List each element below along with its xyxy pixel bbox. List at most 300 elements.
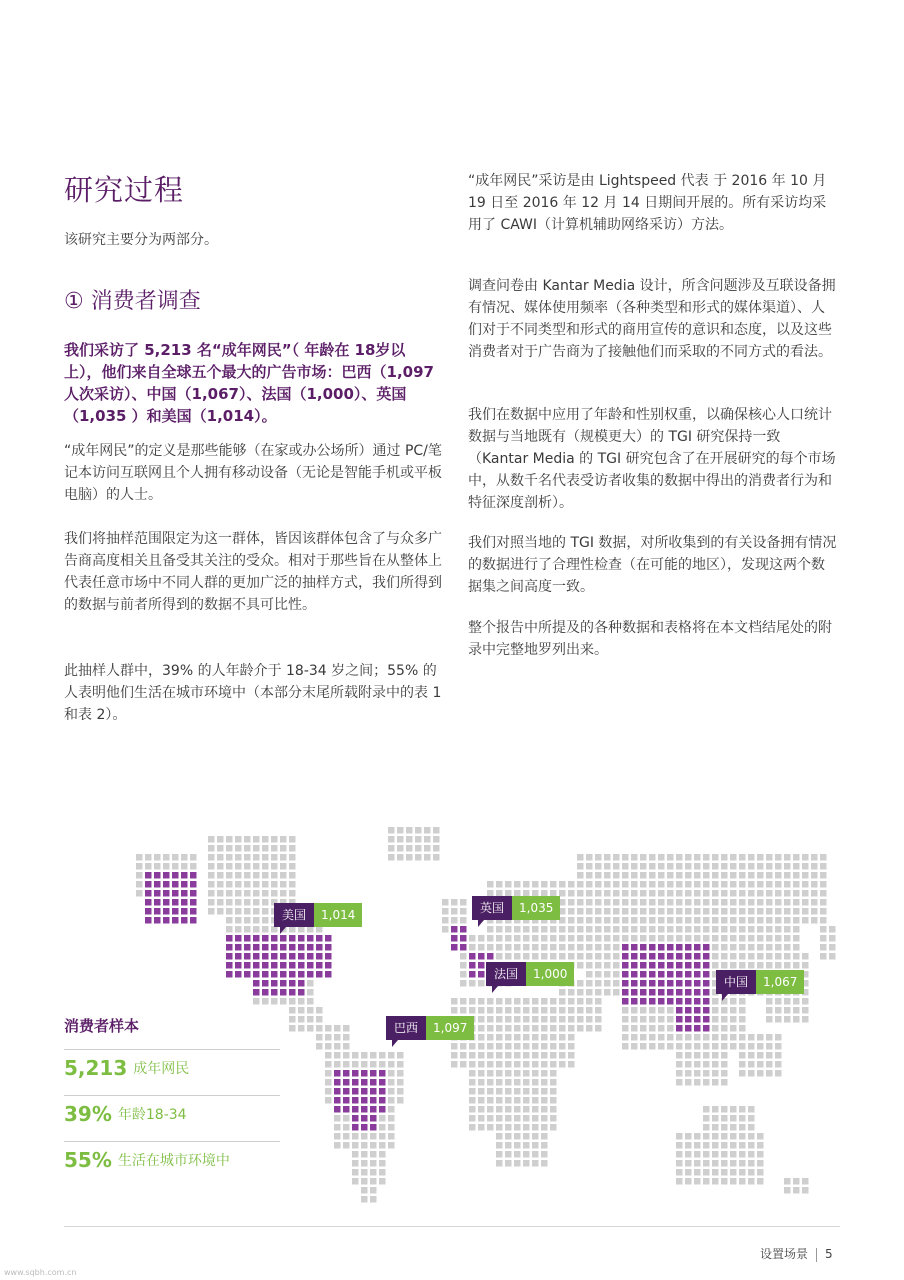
map-dot (730, 944, 737, 951)
map-dot-highlight (694, 971, 701, 978)
map-dot (793, 962, 800, 969)
map-dot (523, 935, 530, 942)
map-dot (235, 872, 242, 879)
map-dot (523, 1016, 530, 1023)
map-dot (667, 926, 674, 933)
map-dot (514, 944, 521, 951)
map-dot (343, 1052, 350, 1059)
map-dot (604, 971, 611, 978)
map-dot-highlight (352, 1124, 359, 1131)
map-dot-highlight (289, 989, 296, 996)
map-tag-value: 1,000 (526, 962, 574, 986)
map-dot (703, 1151, 710, 1158)
map-dot (802, 872, 809, 879)
map-dot (280, 845, 287, 852)
map-dot (469, 944, 476, 951)
map-dot (712, 1178, 719, 1185)
map-dot (163, 854, 170, 861)
map-dot-highlight (361, 1097, 368, 1104)
map-dot-highlight (145, 899, 152, 906)
map-dot (676, 854, 683, 861)
map-dot (595, 953, 602, 960)
map-dot (748, 1034, 755, 1041)
map-dot (730, 890, 737, 897)
map-dot (820, 863, 827, 870)
map-dot (379, 1115, 386, 1122)
map-dot (217, 899, 224, 906)
map-dot (496, 1124, 503, 1131)
map-dot (505, 1151, 512, 1158)
map-dot (649, 935, 656, 942)
map-dot (712, 854, 719, 861)
map-tag-value: 1,097 (426, 1016, 474, 1040)
map-dot (289, 1007, 296, 1014)
map-dot (739, 1151, 746, 1158)
map-dot (730, 1151, 737, 1158)
map-dot (514, 1070, 521, 1077)
map-dot (595, 989, 602, 996)
map-dot (523, 1097, 530, 1104)
map-dot (388, 1142, 395, 1149)
stat-label: 生活在城市环境中 (117, 1153, 230, 1169)
map-dot (820, 908, 827, 915)
map-dot (802, 1178, 809, 1185)
map-dot (370, 1178, 377, 1185)
map-dot (289, 854, 296, 861)
map-dot (217, 890, 224, 897)
map-dot (451, 1061, 458, 1068)
map-dot (523, 926, 530, 933)
map-dot (586, 899, 593, 906)
map-dot (712, 953, 719, 960)
map-dot (145, 854, 152, 861)
map-dot (433, 827, 440, 834)
map-dot-highlight (226, 953, 233, 960)
map-dot (487, 1007, 494, 1014)
map-dot-highlight (226, 944, 233, 951)
map-dot-highlight (658, 944, 665, 951)
map-dot (784, 1007, 791, 1014)
map-dot (721, 1169, 728, 1176)
map-dot (487, 1016, 494, 1023)
map-dot (379, 1124, 386, 1131)
map-dot (136, 854, 143, 861)
map-dot (523, 953, 530, 960)
map-dot-highlight (190, 890, 197, 897)
map-dot (586, 872, 593, 879)
map-dot (694, 1061, 701, 1068)
map-dot (487, 1088, 494, 1095)
map-dot (577, 863, 584, 870)
map-dot (451, 917, 458, 924)
map-dot (730, 998, 737, 1005)
map-dot (532, 1124, 539, 1131)
map-dot-highlight (676, 944, 683, 951)
map-dot-highlight (676, 980, 683, 987)
map-dot (424, 827, 431, 834)
map-dot (541, 1106, 548, 1113)
map-dot (712, 1151, 719, 1158)
map-dot (559, 1016, 566, 1023)
map-dot (586, 944, 593, 951)
map-dot (613, 899, 620, 906)
map-dot (667, 1025, 674, 1032)
map-dot (802, 881, 809, 888)
map-dot (532, 1079, 539, 1086)
map-dot (532, 1016, 539, 1023)
map-dot-highlight (235, 971, 242, 978)
map-dot (559, 989, 566, 996)
map-dot (172, 854, 179, 861)
map-dot (640, 908, 647, 915)
map-dot (721, 854, 728, 861)
map-dot (730, 899, 737, 906)
map-dot (541, 1070, 548, 1077)
map-dot (757, 1061, 764, 1068)
map-dot (523, 881, 530, 888)
map-dot (712, 998, 719, 1005)
map-dot (757, 899, 764, 906)
map-dot (397, 1079, 404, 1086)
map-dot (343, 1061, 350, 1068)
map-dot (361, 1196, 368, 1203)
map-dot (802, 998, 809, 1005)
map-dot-highlight (271, 953, 278, 960)
map-dot (226, 899, 233, 906)
map-dot (244, 836, 251, 843)
map-dot (658, 1007, 665, 1014)
map-dot (766, 1043, 773, 1050)
map-dot-highlight (181, 899, 188, 906)
map-dot (568, 917, 575, 924)
map-dot (802, 908, 809, 915)
map-dot (649, 1007, 656, 1014)
map-dot (748, 953, 755, 960)
map-dot (775, 1052, 782, 1059)
map-dot (640, 872, 647, 879)
map-dot (406, 845, 413, 852)
map-dot (649, 890, 656, 897)
map-dot (721, 1070, 728, 1077)
stat-row-age (64, 1095, 280, 1132)
map-dot (577, 1007, 584, 1014)
map-dot-highlight (631, 953, 638, 960)
map-dot (613, 926, 620, 933)
map-dot (505, 935, 512, 942)
map-dot-highlight (649, 980, 656, 987)
map-dot (604, 863, 611, 870)
map-dot (550, 953, 557, 960)
map-dot (775, 1007, 782, 1014)
map-dot (703, 899, 710, 906)
map-dot-highlight (172, 881, 179, 888)
map-dot-highlight (172, 899, 179, 906)
map-dot (505, 1133, 512, 1140)
map-dot-highlight (226, 962, 233, 969)
map-dot (802, 854, 809, 861)
map-dot-highlight (667, 971, 674, 978)
map-dot (541, 1160, 548, 1167)
map-dot (739, 872, 746, 879)
map-dot (478, 1052, 485, 1059)
page-title: 研究过程 (64, 173, 185, 207)
map-dot (739, 908, 746, 915)
map-dot (361, 1160, 368, 1167)
map-dot (802, 1187, 809, 1194)
map-dot (676, 863, 683, 870)
map-dot (478, 1034, 485, 1041)
map-dot (289, 1016, 296, 1023)
map-dot (712, 926, 719, 933)
map-dot (352, 1160, 359, 1167)
map-dot (748, 1106, 755, 1113)
map-dot-highlight (190, 881, 197, 888)
map-dot (190, 854, 197, 861)
map-dot (235, 890, 242, 897)
map-dot (568, 1061, 575, 1068)
map-dot (685, 872, 692, 879)
map-dot (343, 1034, 350, 1041)
map-dot (667, 1007, 674, 1014)
map-dot-highlight (253, 944, 260, 951)
questionnaire-paragraph: 调查问卷由 Kantar Media 设计，所含问题涉及互联设备拥有情况、媒体使用频率（各种类型和形式的媒体渠道）、人们对于不同类型和形式的商用宣传的意识和态度，以及这些消费者对于广告商为了接触他们而采取的不同方式的看法。 (468, 278, 836, 360)
map-dot (505, 1070, 512, 1077)
map-dot (226, 917, 233, 924)
map-dot (253, 881, 260, 888)
map-dot-highlight (163, 890, 170, 897)
map-dot (703, 926, 710, 933)
map-dot (685, 863, 692, 870)
map-dot (442, 926, 449, 933)
map-dot (523, 1160, 530, 1167)
map-dot (640, 890, 647, 897)
map-dot (253, 836, 260, 843)
map-dot (757, 962, 764, 969)
map-dot (595, 908, 602, 915)
map-dot (235, 836, 242, 843)
map-dot (775, 899, 782, 906)
map-dot (631, 1007, 638, 1014)
map-dot (577, 1016, 584, 1023)
map-dot (271, 998, 278, 1005)
map-dot-highlight (676, 1007, 683, 1014)
map-dot (523, 1151, 530, 1158)
map-dot (586, 962, 593, 969)
map-dot (784, 1178, 791, 1185)
map-dot (568, 1052, 575, 1059)
map-dot-highlight (262, 980, 269, 987)
map-dot (676, 1070, 683, 1077)
map-dot (793, 1016, 800, 1023)
map-dot (676, 1169, 683, 1176)
map-dot (775, 1070, 782, 1077)
map-dot-highlight (334, 1079, 341, 1086)
map-dot-highlight (181, 881, 188, 888)
map-dot (775, 908, 782, 915)
map-dot (541, 1124, 548, 1131)
map-dot-highlight (361, 1088, 368, 1095)
map-dot (721, 1124, 728, 1131)
map-dot (325, 1070, 332, 1077)
map-dot (784, 917, 791, 924)
map-dot (523, 1079, 530, 1086)
map-dot (298, 1016, 305, 1023)
map-dot (577, 953, 584, 960)
map-dot (460, 1052, 467, 1059)
map-dot (235, 908, 242, 915)
map-dot (640, 881, 647, 888)
section-title: ① 消费者调查 (64, 289, 201, 314)
map-tag-usa (274, 903, 362, 927)
map-dot (235, 854, 242, 861)
map-dot-highlight (370, 1106, 377, 1113)
map-dot (784, 926, 791, 933)
map-dot (577, 989, 584, 996)
map-dot-highlight (478, 953, 485, 960)
map-dot (685, 908, 692, 915)
map-dot-highlight (262, 971, 269, 978)
map-dot (226, 908, 233, 915)
map-dot-highlight (235, 953, 242, 960)
map-dot (775, 935, 782, 942)
map-dot (244, 890, 251, 897)
map-dot (712, 899, 719, 906)
map-dot (226, 926, 233, 933)
map-dot (685, 899, 692, 906)
map-dot (658, 881, 665, 888)
map-dot (739, 917, 746, 924)
map-dot (487, 1070, 494, 1077)
map-dot (505, 1088, 512, 1095)
map-dot (253, 917, 260, 924)
map-dot (721, 1043, 728, 1050)
map-dot (541, 1151, 548, 1158)
map-dot-highlight (658, 962, 665, 969)
map-dot (631, 881, 638, 888)
map-dot (694, 1079, 701, 1086)
map-dot-highlight (289, 935, 296, 942)
map-dot-highlight (244, 962, 251, 969)
map-dot (397, 1088, 404, 1095)
map-dot (496, 926, 503, 933)
map-dot (523, 998, 530, 1005)
map-dot (667, 1034, 674, 1041)
map-dot-highlight (631, 944, 638, 951)
map-dot (685, 1043, 692, 1050)
map-dot (703, 1106, 710, 1113)
map-dot (136, 890, 143, 897)
map-dot (541, 1007, 548, 1014)
map-dot (739, 863, 746, 870)
map-dot (739, 899, 746, 906)
map-dot (613, 890, 620, 897)
map-dot (460, 1007, 467, 1014)
map-dot (271, 836, 278, 843)
map-dot (235, 845, 242, 852)
map-dot (415, 854, 422, 861)
map-dot (586, 1025, 593, 1032)
map-dot (694, 881, 701, 888)
map-dot-highlight (154, 908, 161, 915)
map-dot (685, 881, 692, 888)
map-dot (379, 1178, 386, 1185)
map-dot-highlight (379, 1070, 386, 1077)
map-dot (622, 872, 629, 879)
map-dot-highlight (631, 998, 638, 1005)
map-dot (361, 1169, 368, 1176)
map-dot (694, 1034, 701, 1041)
map-dot (676, 1079, 683, 1086)
map-dot (541, 1079, 548, 1086)
map-dot (676, 1151, 683, 1158)
map-dot (514, 1061, 521, 1068)
map-dot (712, 962, 719, 969)
map-dot (622, 1043, 629, 1050)
map-dot (676, 908, 683, 915)
map-dot (703, 1079, 710, 1086)
map-dot-highlight (640, 944, 647, 951)
map-dot (649, 854, 656, 861)
map-dot (757, 881, 764, 888)
map-dot (703, 1178, 710, 1185)
map-dot (694, 1043, 701, 1050)
weighting-paragraph: 我们在数据中应用了年龄和性别权重，以确保核心人口统计数据与当地既有（规模更大）的 TGI 研究保持一致（Kantar Media 的 TGI 研究包含了在开展研究的每个市场中，从数千名代表受访者收集的数据中得出的消费者行为和特征深度剖析）。 (468, 407, 836, 511)
watermark: www.sqbh.com.cn (4, 1268, 77, 1277)
map-dot (586, 989, 593, 996)
map-dot (379, 1160, 386, 1167)
map-dot-highlight (694, 980, 701, 987)
map-dot (694, 1160, 701, 1167)
fieldwork-paragraph: “成年网民”采访是由 Lightspeed 代表 于 2016 年 10 月 19 日至 2016 年 12 月 14 日期间开展的。所有采访均采用了 CAWI（计算机辅助网络采访）方法。 (468, 173, 827, 233)
map-dot (739, 1025, 746, 1032)
map-dot (415, 827, 422, 834)
map-dot (397, 836, 404, 843)
map-dot (550, 1070, 557, 1077)
map-dot (343, 1142, 350, 1149)
map-dot-highlight (298, 944, 305, 951)
map-dot (775, 1043, 782, 1050)
map-dot (730, 1115, 737, 1122)
footer-section: 设置场景 (760, 1247, 809, 1261)
map-dot (370, 1196, 377, 1203)
map-dot-highlight (190, 917, 197, 924)
map-dot (460, 953, 467, 960)
map-dot (757, 917, 764, 924)
map-dot-highlight (262, 962, 269, 969)
map-dot (649, 1016, 656, 1023)
map-dot (208, 872, 215, 879)
map-dot-highlight (325, 935, 332, 942)
footer-divider (64, 1226, 840, 1227)
map-dot (433, 854, 440, 861)
map-dot (550, 1097, 557, 1104)
map-dot (496, 1133, 503, 1140)
map-dot-highlight (271, 989, 278, 996)
map-dot (469, 1052, 476, 1059)
map-dot (604, 935, 611, 942)
map-dot (694, 935, 701, 942)
map-dot-highlight (685, 1007, 692, 1014)
map-dot (685, 1079, 692, 1086)
map-dot (406, 836, 413, 843)
map-dot (532, 1097, 539, 1104)
map-dot (748, 881, 755, 888)
map-dot (793, 944, 800, 951)
map-dot (793, 872, 800, 879)
map-dot (784, 863, 791, 870)
map-dot-highlight (334, 1070, 341, 1077)
map-dot (478, 1043, 485, 1050)
